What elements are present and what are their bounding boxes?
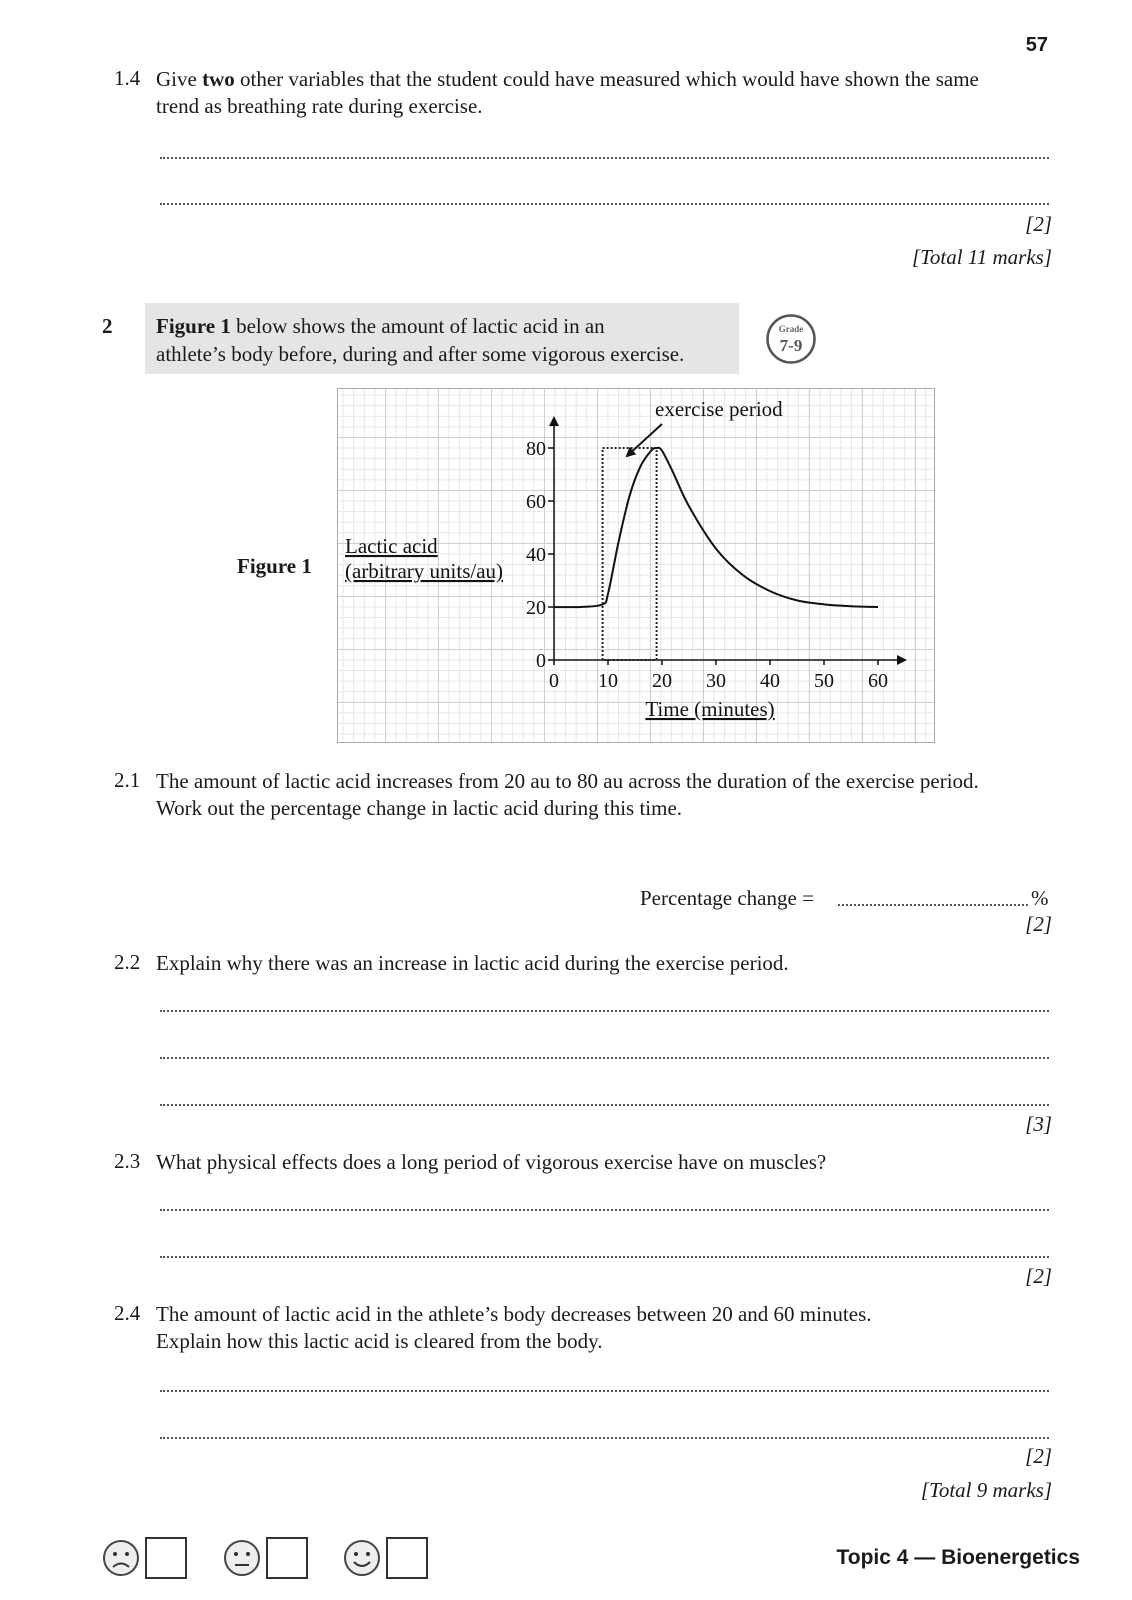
marks-label: [2] [1025, 912, 1052, 936]
page-number: 57 [1025, 34, 1048, 56]
q2-1-line1: The amount of lactic acid increases from 20 au to 80 au across the duration of the exercise period. [156, 769, 979, 793]
q1-4-text-line2: trend as breathing rate during exercise. [156, 94, 483, 118]
x-tick-label: 30 [706, 670, 726, 692]
marks-label: [3] [1025, 1112, 1052, 1136]
q1-4-text-pre: Give [156, 67, 203, 91]
x-tick-label: 0 [549, 670, 559, 692]
marks-label: [2] [1025, 1264, 1052, 1288]
answer-line[interactable] [160, 1057, 1049, 1059]
x-tick-label: 40 [760, 670, 780, 692]
y-tick-label: 60 [526, 491, 546, 513]
y-axis-label: Lactic acid [345, 534, 438, 558]
question-2-1-text [156, 768, 1076, 822]
q1-4-text-bold: two [202, 67, 235, 91]
q2-4-line2: Explain how this lactic acid is cleared from the body. [156, 1329, 603, 1353]
figure-label: Figure 1 [237, 554, 312, 578]
neutral-face-icon [223, 1539, 261, 1577]
y-axis-label-units: (arbitrary units/au) [345, 559, 504, 583]
y-tick-label: 80 [526, 438, 546, 460]
q2-1-line2: Work out the percentage change in lactic acid during this time. [156, 796, 683, 820]
q2-4-line1: The amount of lactic acid in the athlete’s body decreases between 20 and 60 minutes. [156, 1302, 872, 1326]
question-number-1-4: 1.4 [114, 66, 141, 90]
exercise-period-box [603, 448, 657, 660]
question-number-2-3: 2.3 [114, 1149, 141, 1173]
question-number-2-1: 2.1 [114, 768, 141, 792]
question-2-2-text: Explain why there was an increase in lactic acid during the exercise period. [156, 951, 789, 975]
footer-topic: Topic 4 — Bioenergetics [836, 1546, 1080, 1569]
y-tick-label: 0 [536, 650, 546, 672]
answer-line[interactable] [160, 1256, 1049, 1258]
marks-label: [2] [1025, 212, 1052, 236]
confidence-checkbox-high[interactable] [386, 1537, 428, 1579]
marks-label: [2] [1025, 1444, 1052, 1468]
question-number-2: 2 [102, 314, 113, 338]
question-number-2-2: 2.2 [114, 950, 141, 974]
answer-line[interactable] [160, 1010, 1049, 1012]
total-marks-label: [Total 11 marks] [911, 245, 1052, 269]
question-2-4-text [156, 1301, 1076, 1355]
q1-4-text-post: other variables that the student could have measured which would have shown the same [234, 67, 979, 91]
happy-face-icon [343, 1539, 381, 1577]
y-tick-label: 40 [526, 544, 546, 566]
intro-line2: athlete’s body before, during and after some vigorous exercise. [156, 342, 685, 366]
intro-rest: below shows the amount of lactic acid in an [230, 314, 605, 338]
y-tick-label: 20 [526, 597, 546, 619]
answer-line[interactable] [160, 1209, 1049, 1211]
confidence-checkbox-medium[interactable] [266, 1537, 308, 1579]
grade-word: Grade [778, 324, 804, 334]
x-axis-label: Time (minutes) [645, 697, 775, 721]
sad-face-icon [102, 1539, 140, 1577]
x-tick-label: 50 [814, 670, 834, 692]
exercise-period-annotation: exercise period [655, 397, 783, 421]
x-tick-label: 20 [652, 670, 672, 692]
answer-line[interactable] [160, 1104, 1049, 1106]
percentage-unit: % [1031, 886, 1049, 910]
intro-bold: Figure 1 [156, 314, 231, 338]
percentage-change-label: Percentage change = [640, 886, 814, 910]
answer-line[interactable] [160, 1390, 1049, 1392]
confidence-checkbox-low[interactable] [145, 1537, 187, 1579]
answer-line[interactable] [160, 1437, 1049, 1439]
question-2-3-text: What physical effects does a long period of vigorous exercise have on muscles? [156, 1150, 827, 1174]
grade-value: 7-9 [779, 336, 803, 355]
total-marks-label: [Total 9 marks] [920, 1478, 1052, 1502]
x-tick-label: 10 [598, 670, 618, 692]
x-tick-label: 60 [868, 670, 888, 692]
lactic-acid-chart [0, 0, 1132, 760]
percentage-answer-field[interactable] [838, 904, 1028, 906]
question-number-2-4: 2.4 [114, 1301, 141, 1325]
